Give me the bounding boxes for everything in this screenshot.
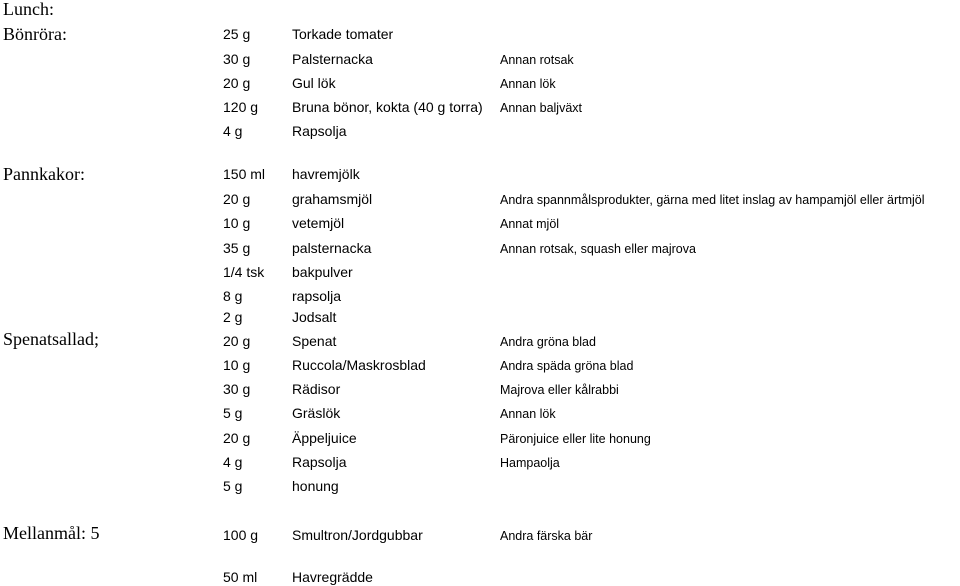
amount: 30 g (223, 381, 251, 397)
alternative: Annan lök (500, 77, 556, 91)
ingredient: rapsolja (292, 288, 342, 304)
alternative: Annat mjöl (500, 217, 560, 231)
amount: 35 g (223, 240, 251, 256)
ingredient: Spenat (292, 333, 337, 349)
amount: 5 g (223, 405, 243, 421)
alternative: Annan rotsak (500, 53, 574, 67)
heading-lunch: Lunch: (3, 0, 54, 19)
amount: 100 g (223, 527, 259, 543)
amount: 1/4 tsk (223, 264, 265, 280)
ingredient: Palsternacka (292, 51, 373, 67)
ingredient: grahamsmjöl (292, 191, 373, 207)
ingredient: Ruccola/Maskrosblad (292, 357, 426, 373)
amount: 10 g (223, 215, 251, 231)
ingredient: honung (292, 478, 339, 494)
amount: 25 g (223, 26, 251, 42)
alternative: Andra gröna blad (500, 335, 596, 349)
amount: 5 g (223, 478, 243, 494)
amount: 150 ml (223, 166, 266, 182)
amount: 50 ml (223, 569, 258, 585)
ingredient: palsternacka (292, 240, 372, 256)
ingredient: Torkade tomater (292, 26, 394, 42)
alternative: Annan rotsak, squash eller majrova (500, 242, 696, 256)
ingredient: Havregrädde (292, 569, 373, 585)
ingredient: bakpulver (292, 264, 353, 280)
ingredient: Gul lök (292, 75, 336, 91)
heading-mellanmal: Mellanmål: 5 (3, 523, 100, 543)
amount: 20 g (223, 191, 251, 207)
alternative: Andra spannmålsprodukter, gärna med litet inslag av hampamjöl eller ärtmjöl (500, 193, 925, 207)
amount: 120 g (223, 99, 259, 115)
ingredient: vetemjöl (292, 215, 345, 231)
amount: 2 g (223, 309, 243, 325)
ingredient: Bruna bönor, kokta (40 g torra) (292, 99, 483, 115)
heading-pannkakor: Pannkakor: (3, 164, 85, 184)
alternative: Majrova eller kålrabbi (500, 383, 619, 397)
heading-spenatsallad: Spenatsallad; (3, 329, 99, 349)
ingredient: Rapsolja (292, 454, 347, 470)
alternative: Andra färska bär (500, 529, 593, 543)
alternative: Päronjuice eller lite honung (500, 432, 651, 446)
ingredient: havremjölk (292, 166, 360, 182)
ingredient: Äppeljuice (292, 430, 357, 446)
amount: 4 g (223, 454, 243, 470)
heading-bonrora: Bönröra: (3, 24, 67, 44)
ingredient: Smultron/Jordgubbar (292, 527, 423, 543)
amount: 10 g (223, 357, 251, 373)
amount: 8 g (223, 288, 243, 304)
amount: 20 g (223, 430, 251, 446)
alternative: Andra späda gröna blad (500, 359, 634, 373)
alternative: Annan lök (500, 407, 556, 421)
ingredient: Rapsolja (292, 123, 347, 139)
amount: 20 g (223, 75, 251, 91)
amount: 4 g (223, 123, 243, 139)
amount: 20 g (223, 333, 251, 349)
ingredient: Rädisor (292, 381, 341, 397)
alternative: Hampaolja (500, 456, 560, 470)
amount: 30 g (223, 51, 251, 67)
ingredient: Jodsalt (292, 309, 337, 325)
alternative: Annan baljväxt (500, 101, 583, 115)
ingredient: Gräslök (292, 405, 341, 421)
